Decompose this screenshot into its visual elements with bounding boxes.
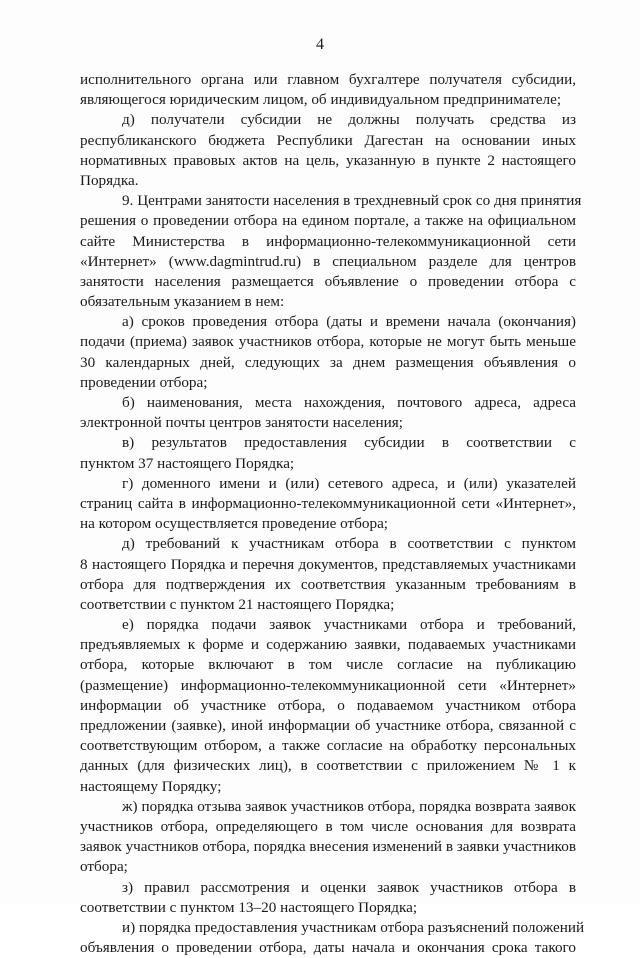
text-line: д) требований к участникам отбора в соответствии с пунктом xyxy=(122,535,576,553)
text-line: отбора; xyxy=(80,858,128,876)
text-line: а) сроков проведения отбора (даты и времени начала (окончания) xyxy=(122,313,576,331)
text-line: б) наименования, места нахождения, почтового адреса, адреса xyxy=(122,394,576,411)
text-line: (размещение) информационно-телекоммуникационной сети «Интернет» xyxy=(80,676,576,694)
text-line: данных (для физических лиц), в соответствии с приложением № 1 к xyxy=(80,757,576,775)
text-line: соответствующим отбором, а также согласие на обработку персональных xyxy=(80,737,576,755)
text-line: электронной почты центров занятости населения; xyxy=(80,414,403,432)
text-line: нормативных правовых актов на цель, указанную в пункте 2 настоящего xyxy=(80,151,576,169)
text-line: страниц сайта в информационно-телекоммуникационной сети «Интернет», xyxy=(80,494,576,512)
text-line: решения о проведении отбора на едином портале, а также на официальном xyxy=(80,212,576,230)
text-line: проведении отбора; xyxy=(80,373,208,391)
text-line: объявления о проведении отбора, даты начала и окончания срока такого xyxy=(80,939,576,957)
text-line: заявок участников отбора, порядка внесения изменений в заявки участников xyxy=(80,838,576,856)
text-line: 30 календарных дней, следующих за днем размещения объявления о xyxy=(80,353,576,371)
text-line: г) доменного имени и (или) сетевого адреса, и (или) указателей xyxy=(122,474,576,492)
text-line: предложении (заявке), иной информации об участнике отбора, связанной с xyxy=(80,717,576,734)
text-line: участников отбора, определяющего в том числе основания для возврата xyxy=(80,817,576,835)
text-line: ж) порядка отзыва заявок участников отбора, порядка возврата заявок xyxy=(122,797,576,815)
text-line: пунктом 37 настоящего Порядка; xyxy=(80,454,295,472)
text-line: обязательным указанием в нем: xyxy=(80,293,285,311)
text-line: исполнительного органа или главном бухгалтере получателя субсидии, xyxy=(80,71,576,88)
text-line: соответствии с пунктом 13–20 настоящего Порядка; xyxy=(80,898,418,916)
text-line: настоящему Порядку; xyxy=(80,777,222,795)
text-line: информации об участнике отбора, о подаваемом участником отбора xyxy=(80,696,576,714)
text-line: являющегося юридическим лицом, об индивидуальном предпринимателе; xyxy=(80,91,562,109)
text-line: отбора, которые включают в том числе согласие на публикацию xyxy=(80,656,576,674)
text-line: отбора для подтверждения их соответствия указанным требованиям в xyxy=(80,575,576,593)
text-line: 8 настоящего Порядка и перечня документов, представляемых участниками xyxy=(80,555,576,573)
text-line: «Интернет» (www.dagmintrud.ru) в специальном разделе для центров xyxy=(80,252,576,270)
text-line: д) получатели субсидии не должны получать средства из xyxy=(122,111,576,129)
text-line: подачи (приема) заявок участников отбора, которые не могут быть меньше xyxy=(80,333,576,351)
document-body xyxy=(80,70,585,958)
text-line: сайте Министерства в информационно-телекоммуникационной сети xyxy=(80,232,576,250)
page-number: 4 xyxy=(316,36,324,53)
text-line: 9. Центрами занятости населения в трехдневный срок со дня принятия xyxy=(122,192,582,210)
text-line: з) правил рассмотрения и оценки заявок участников отбора в xyxy=(122,878,576,896)
text-line: предъявляемых к форме и содержанию заявки, подаваемых участниками xyxy=(80,636,576,654)
text-line: е) порядка подачи заявок участниками отбора и требований, xyxy=(122,616,576,634)
text-line: и) порядка предоставления участникам отбора разъяснений положений xyxy=(122,918,585,936)
text-line: на котором осуществляется проведение отбора; xyxy=(80,515,389,533)
text-line: Порядка. xyxy=(80,171,139,189)
text-line: в) результатов предоставления субсидии в соответствии с xyxy=(122,434,576,452)
text-line: соответствии с пунктом 21 настоящего Порядка; xyxy=(80,595,395,613)
text-line: занятости населения размещается объявление о проведении отбора с xyxy=(80,272,576,290)
text-line: республиканского бюджета Республики Дагестан на основании иных xyxy=(80,131,576,149)
